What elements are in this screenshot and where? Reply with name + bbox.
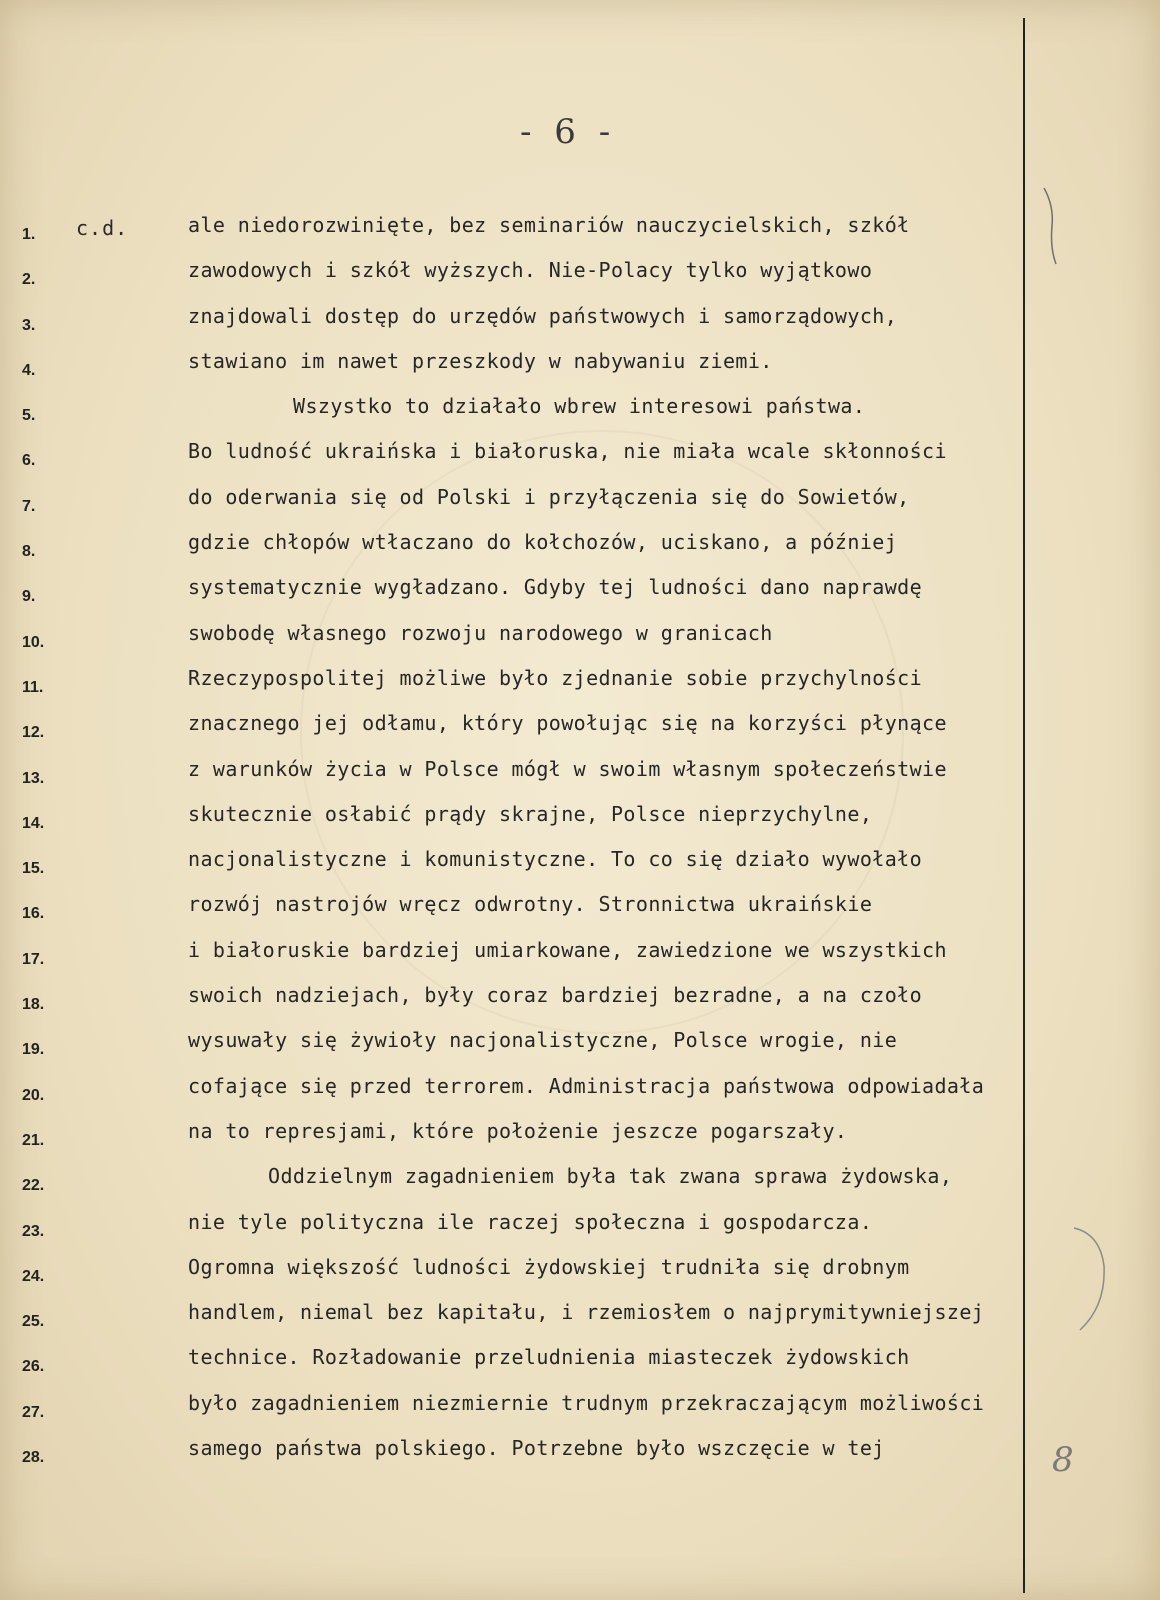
page-number: - 6 - (520, 112, 617, 152)
line-number: 11. (22, 678, 44, 696)
text-line: swoich nadziejach, były coraz bardziej bezradne, a na czoło (188, 983, 923, 1008)
text-line: znajdowali dostęp do urzędów państwowych i samorządowych, (188, 303, 898, 328)
text-line: Bo ludność ukraińska i białoruska, nie miała wcale skłonności (188, 439, 947, 464)
text-line: handlem, niemal bez kapitału, i rzemiosłem o najprymitywniejszej (188, 1300, 985, 1325)
text-line: i białoruskie bardziej umiarkowane, zawiedzione we wszystkich (188, 937, 947, 962)
line-number: 5. (22, 407, 36, 425)
text-line: Oddzielnym zagadnieniem była tak zwana sprawa żydowska, (268, 1164, 953, 1189)
line-number: 26. (22, 1358, 45, 1376)
line-number: 15. (22, 860, 45, 878)
line-number: 14. (22, 814, 45, 832)
text-line: Rzeczypospolitej możliwe było zjednanie sobie przychylności (188, 665, 923, 690)
line-number: 17. (22, 950, 45, 968)
line-number: 2. (22, 271, 36, 289)
line-number: 1. (22, 226, 36, 243)
text-line: skutecznie osłabić prądy skrajne, Polsce nieprzychylne, (188, 801, 873, 826)
body-text (188, 203, 1148, 1471)
line-number: 18. (22, 996, 45, 1014)
text-line: zawodowych i szkół wyższych. Nie-Polacy tylko wyjątkowo (188, 258, 873, 283)
line-number: 25. (22, 1313, 45, 1331)
text-line: cofające się przed terrorem. Administracja państwowa odpowiadała (188, 1073, 985, 1098)
line-number: 23. (22, 1222, 45, 1240)
text-line: znacznego jej odłamu, który powołując się na korzyści płynące (188, 711, 947, 736)
continuation-marker: c.d. (76, 216, 129, 240)
line-number: 6. (22, 452, 36, 470)
text-line: systematycznie wygładzano. Gdyby tej ludności dano naprawdę (188, 575, 923, 600)
line-number: 27. (22, 1403, 45, 1421)
text-line: Wszystko to działało wbrew interesowi państwa. (293, 394, 866, 419)
text-line: z warunków życia w Polsce mógł w swoim własnym społeczeństwie (188, 756, 947, 781)
text-line: gdzie chłopów wtłaczano do kołchozów, uciskano, a później (188, 530, 898, 555)
text-line: nie tyle polityczna ile raczej społeczna i gospodarcza. (188, 1209, 873, 1234)
text-line: swobodę własnego rozwoju narodowego w granicach (188, 620, 773, 645)
line-number: 13. (22, 769, 45, 787)
text-line: samego państwa polskiego. Potrzebne było wszczęcie w tej (188, 1436, 885, 1461)
line-number: 8. (22, 543, 36, 561)
line-numbers (22, 212, 82, 1480)
line-number: 7. (22, 497, 36, 515)
line-number: 28. (22, 1449, 45, 1467)
folio-mark: 8 (1052, 1440, 1074, 1480)
line-number: 12. (22, 724, 45, 742)
text-line: stawiano im nawet przeszkody w nabywaniu ziemi. (188, 348, 773, 373)
text-line: było zagadnieniem niezmiernie trudnym przekraczającym możliwości (188, 1390, 985, 1415)
line-number: 9. (22, 588, 36, 606)
text-line: technice. Rozładowanie przeludnienia miasteczek żydowskich (188, 1345, 910, 1370)
line-number: 24. (22, 1267, 45, 1285)
line-number: 4. (22, 361, 36, 379)
line-number: 16. (22, 905, 45, 923)
text-line: rozwój nastrojów wręcz odwrotny. Stronnictwa ukraińskie (188, 892, 873, 917)
text-line: wysuwały się żywioły nacjonalistyczne, Polsce wrogie, nie (188, 1028, 898, 1053)
line-number: 10. (22, 633, 45, 651)
line-number: 20. (22, 1086, 45, 1104)
text-line: do oderwania się od Polski i przyłączenia się do Sowietów, (188, 484, 910, 509)
line-number: 19. (22, 1041, 45, 1059)
line-number: 21. (22, 1131, 45, 1149)
text-line: na to represjami, które położenie jeszcze pogarszały. (188, 1118, 848, 1143)
text-line: Ogromna większość ludności żydowskiej trudniła się drobnym (188, 1254, 910, 1279)
text-line: ale niedorozwinięte, bez seminariów nauczycielskich, szkół (188, 213, 910, 237)
text-line: nacjonalistyczne i komunistyczne. To co się działo wywołało (188, 847, 923, 872)
line-number: 22. (22, 1177, 45, 1195)
line-number: 3. (22, 316, 36, 334)
